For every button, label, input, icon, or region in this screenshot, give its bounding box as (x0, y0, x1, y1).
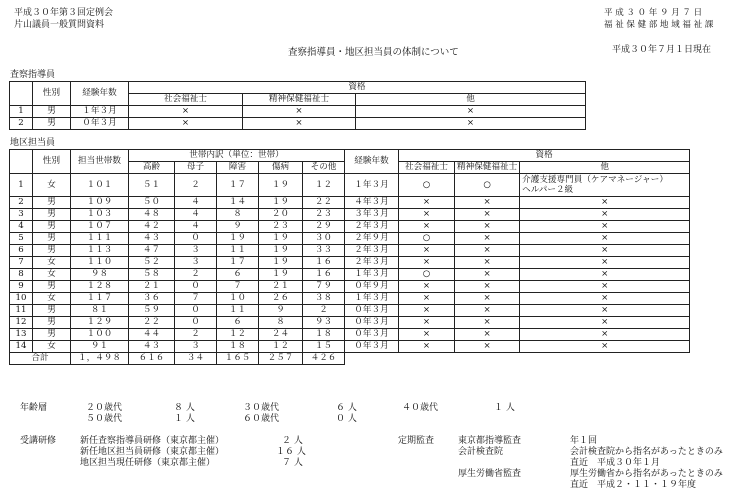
social-cell: × (399, 329, 455, 341)
col-social-worker: 社会福祉士 (129, 94, 243, 106)
disabled-cell: ９ (217, 221, 259, 233)
table-row (10, 209, 690, 221)
years-cell: １年３月 (71, 106, 129, 118)
sick-cell: ２１ (259, 281, 303, 293)
other-qual-cell: × (520, 269, 690, 281)
elderly-cell: ５２ (129, 257, 175, 269)
row-number: 2 (10, 197, 33, 209)
sex-cell: 男 (33, 233, 71, 245)
sex-cell: 男 (33, 245, 71, 257)
table-row (10, 329, 690, 341)
households-cell: １２９ (71, 317, 129, 329)
social-cell: × (399, 293, 455, 305)
table-row (10, 293, 690, 305)
years-cell: ２年３月 (345, 245, 399, 257)
sick-cell: ２３ (259, 221, 303, 233)
psych-cell: × (455, 329, 520, 341)
age-group: ６０歳代 (243, 414, 280, 424)
department-label: 福 祉 保 健 部 地 域 福 祉 課 (604, 20, 714, 30)
table-row (10, 341, 690, 353)
households-cell: １１３ (71, 245, 129, 257)
training-name: 新任地区担当員研修（東京都主催） (80, 447, 225, 457)
col-sex: 性別 (33, 150, 71, 174)
table-header-row (10, 150, 690, 162)
households-cell: １２８ (71, 281, 129, 293)
row-number: 12 (10, 317, 33, 329)
years-cell: ０年３月 (345, 341, 399, 353)
other-qual-cell: × (520, 281, 690, 293)
supervisors-table (9, 81, 586, 130)
other-qual-cell: × (520, 257, 690, 269)
row-number: 10 (10, 293, 33, 305)
years-cell: ０年３月 (345, 329, 399, 341)
households-cell: １０３ (71, 209, 129, 221)
training-label: 受講研修 (20, 436, 57, 446)
audit-detail: 直近 平成３０年１月 (570, 458, 661, 468)
sex-cell: 女 (33, 341, 71, 353)
psych-cell: × (455, 209, 520, 221)
sex-cell: 男 (33, 106, 71, 118)
elderly-cell: ４７ (129, 245, 175, 257)
audit-label: 定期監査 (398, 436, 435, 446)
other-cell: × (356, 118, 586, 130)
audit-name: 東京都指導監査 (458, 436, 522, 446)
total-label: 合計 (10, 353, 71, 365)
other-qual-line: ヘルパー２級 (522, 185, 574, 195)
psych-cell: × (455, 197, 520, 209)
table-row (10, 118, 586, 130)
other-qual-cell: × (520, 245, 690, 257)
total-sick: ２５７ (259, 353, 303, 365)
psych-cell: × (455, 257, 520, 269)
table-row (10, 305, 690, 317)
sick-cell: ８ (259, 317, 303, 329)
other-household-cell: ２ (303, 305, 345, 317)
psych-cell: × (455, 245, 520, 257)
age-count: １ 人 (494, 403, 515, 413)
sex-cell: 男 (33, 197, 71, 209)
disabled-cell: １４ (217, 197, 259, 209)
total-elderly: ６１６ (129, 353, 175, 365)
sick-cell: １２ (259, 341, 303, 353)
sex-cell: 男 (33, 209, 71, 221)
psych-cell: × (455, 221, 520, 233)
age-group: ３０歳代 (243, 403, 280, 413)
social-cell: × (399, 341, 455, 353)
other-qual-cell: × (520, 341, 690, 353)
col-breakdown: 世帯内訳（単位：世帯） (129, 150, 345, 162)
disabled-cell: ６ (217, 269, 259, 281)
elderly-cell: ３６ (129, 293, 175, 305)
as-of-date: 平成３０年７月１日現在 (612, 45, 712, 55)
years-cell: ２年３月 (345, 257, 399, 269)
sex-cell: 男 (33, 329, 71, 341)
mother-cell: ３ (175, 257, 217, 269)
age-count: ６ 人 (336, 403, 357, 413)
social-cell: × (399, 245, 455, 257)
row-number: 7 (10, 257, 33, 269)
elderly-cell: ４４ (129, 329, 175, 341)
disabled-cell: ７ (217, 281, 259, 293)
col-psych-worker: 精神保健福祉士 (243, 94, 356, 106)
col-psych-worker: 精神保健福祉士 (455, 162, 520, 174)
elderly-cell: ４８ (129, 209, 175, 221)
other-qual-cell: × (520, 221, 690, 233)
total-row (10, 353, 690, 365)
col-years: 経験年数 (71, 82, 129, 106)
age-group: ４０歳代 (402, 403, 439, 413)
training-count: １６ 人 (276, 447, 306, 457)
table-row (10, 106, 586, 118)
total-mother: ３４ (175, 353, 217, 365)
households-cell: １００ (71, 329, 129, 341)
mother-cell: ４ (175, 221, 217, 233)
col-disabled: 障害 (217, 162, 259, 174)
training-count: ２ 人 (282, 436, 303, 446)
audit-detail: 厚生労働省から指名があったときのみ (570, 469, 723, 479)
sick-cell: ２０ (259, 209, 303, 221)
years-cell: １年３月 (345, 293, 399, 305)
households-cell: １０９ (71, 197, 129, 209)
psych-cell: × (455, 281, 520, 293)
age-count: ８ 人 (174, 403, 195, 413)
total-households: １，４９８ (71, 353, 129, 365)
elderly-cell: ５１ (129, 174, 175, 197)
sick-cell: １９ (259, 233, 303, 245)
elderly-cell: ５８ (129, 269, 175, 281)
training-count: ７ 人 (282, 458, 303, 468)
disabled-cell: １２ (217, 329, 259, 341)
row-number: 8 (10, 269, 33, 281)
elderly-cell: ２２ (129, 317, 175, 329)
other-household-cell: １５ (303, 341, 345, 353)
total-disabled: １６５ (217, 353, 259, 365)
years-cell: １年３月 (345, 174, 399, 197)
households-cell: ８１ (71, 305, 129, 317)
elderly-cell: ４２ (129, 221, 175, 233)
table-header-row (10, 82, 586, 94)
mother-cell: ２ (175, 269, 217, 281)
elderly-cell: ２１ (129, 281, 175, 293)
social-cell: × (399, 197, 455, 209)
households-cell: １０７ (71, 221, 129, 233)
other-qual-cell (520, 174, 690, 197)
table-row (10, 197, 690, 209)
social-cell: × (399, 317, 455, 329)
other-household-cell: ３０ (303, 233, 345, 245)
other-household-cell: ２２ (303, 197, 345, 209)
sex-cell: 女 (33, 293, 71, 305)
other-qual-cell: × (520, 317, 690, 329)
households-cell: ９８ (71, 269, 129, 281)
other-household-cell: １２ (303, 174, 345, 197)
sex-cell: 女 (33, 269, 71, 281)
psych-cell: × (455, 317, 520, 329)
elderly-cell: ５０ (129, 197, 175, 209)
psych-cell: × (455, 341, 520, 353)
other-qual-cell: × (520, 233, 690, 245)
social-cell: ○ (399, 269, 455, 281)
sex-cell: 男 (33, 317, 71, 329)
disabled-cell: １８ (217, 341, 259, 353)
audit-name: 厚生労働省監査 (458, 469, 522, 479)
sick-cell: １９ (259, 245, 303, 257)
social-cell: ○ (399, 174, 455, 197)
col-social-worker: 社会福祉士 (399, 162, 455, 174)
years-cell: ０年３月 (345, 317, 399, 329)
elderly-cell: ４３ (129, 341, 175, 353)
social-cell: × (399, 305, 455, 317)
row-number: 1 (10, 174, 33, 197)
table-row (10, 174, 690, 197)
psych-cell: × (243, 106, 356, 118)
total-other: ４２６ (303, 353, 345, 365)
caseworkers-body (10, 174, 690, 353)
social-cell: × (399, 281, 455, 293)
years-cell: １年３月 (345, 269, 399, 281)
sex-cell: 女 (33, 174, 71, 197)
col-qualification: 資格 (399, 150, 690, 162)
col-sick: 傷病 (259, 162, 303, 174)
disabled-cell: １０ (217, 293, 259, 305)
sex-cell: 女 (33, 257, 71, 269)
table-row (10, 281, 690, 293)
col-other-qual: 他 (356, 94, 586, 106)
col-elderly: 高齢 (129, 162, 175, 174)
social-cell: × (129, 106, 243, 118)
elderly-cell: ４３ (129, 233, 175, 245)
social-cell: × (399, 257, 455, 269)
disabled-cell: ６ (217, 317, 259, 329)
row-number: 14 (10, 341, 33, 353)
other-household-cell: １８ (303, 329, 345, 341)
page-title: 査察指導員・地区担当員の体制について (288, 47, 459, 58)
mother-cell: ０ (175, 317, 217, 329)
table-row (10, 257, 690, 269)
elderly-cell: ５９ (129, 305, 175, 317)
households-cell: ９１ (71, 341, 129, 353)
col-years: 経験年数 (345, 150, 399, 174)
other-cell: × (356, 106, 586, 118)
mother-cell: ４ (175, 209, 217, 221)
social-cell: × (399, 221, 455, 233)
material-label: 片山議員一般質問資料 (14, 20, 105, 30)
sick-cell: １９ (259, 269, 303, 281)
mother-cell: ４ (175, 197, 217, 209)
households-cell: １１７ (71, 293, 129, 305)
sick-cell: ９ (259, 305, 303, 317)
years-cell: ４年３月 (345, 197, 399, 209)
age-count: ０ 人 (336, 414, 357, 424)
mother-cell: ３ (175, 245, 217, 257)
col-households: 担当世帯数 (71, 150, 129, 174)
other-qual-cell: × (520, 197, 690, 209)
audit-detail: 年１回 (570, 436, 598, 446)
table-row (10, 269, 690, 281)
sick-cell: １９ (259, 197, 303, 209)
other-qual-line: 介護支援専門員（ケアマネージャー） (522, 175, 668, 185)
sick-cell: ２４ (259, 329, 303, 341)
years-cell: ０年３月 (345, 305, 399, 317)
row-number: 4 (10, 221, 33, 233)
disabled-cell: ８ (217, 209, 259, 221)
training-name: 新任査察指導員研修（東京都主催） (80, 436, 225, 446)
row-number: 13 (10, 329, 33, 341)
mother-cell: ０ (175, 233, 217, 245)
years-cell: ３年３月 (345, 209, 399, 221)
years-cell: ０年３月 (71, 118, 129, 130)
audit-detail: 直近 平成２・１１・１９年度 (570, 480, 697, 490)
caseworkers-table (9, 149, 690, 365)
mother-cell: ０ (175, 281, 217, 293)
other-qual-cell: × (520, 293, 690, 305)
other-household-cell: １６ (303, 269, 345, 281)
col-other-qual: 他 (520, 162, 690, 174)
table-row (10, 317, 690, 329)
disabled-cell: １１ (217, 245, 259, 257)
other-household-cell: ７９ (303, 281, 345, 293)
disabled-cell: １７ (217, 174, 259, 197)
table-row (10, 233, 690, 245)
psych-cell: × (455, 293, 520, 305)
psych-cell: × (455, 269, 520, 281)
social-cell: ○ (399, 233, 455, 245)
social-cell: × (399, 209, 455, 221)
mother-cell: ７ (175, 293, 217, 305)
disabled-cell: １１ (217, 305, 259, 317)
row-number: 2 (10, 118, 33, 130)
row-number: 9 (10, 281, 33, 293)
psych-cell: × (243, 118, 356, 130)
mother-cell: ２ (175, 329, 217, 341)
mother-cell: ０ (175, 305, 217, 317)
training-name: 地区担当現任研修（東京都主催） (80, 458, 216, 468)
meeting-label: 平成３０年第３回定例会 (14, 8, 114, 18)
row-number: 11 (10, 305, 33, 317)
table-row (10, 221, 690, 233)
age-count: １ 人 (174, 414, 195, 424)
psych-cell: × (455, 305, 520, 317)
sex-cell: 男 (33, 305, 71, 317)
col-single-mother: 母子 (175, 162, 217, 174)
years-cell: ２年３月 (345, 221, 399, 233)
households-cell: １０１ (71, 174, 129, 197)
other-qual-cell: × (520, 329, 690, 341)
sick-cell: １９ (259, 257, 303, 269)
other-household-cell: ３３ (303, 245, 345, 257)
mother-cell: ２ (175, 174, 217, 197)
sex-cell: 男 (33, 118, 71, 130)
other-household-cell: ３８ (303, 293, 345, 305)
other-household-cell: ９３ (303, 317, 345, 329)
age-label: 年齢層 (20, 403, 48, 413)
caseworkers-section-label: 地区担当員 (10, 138, 56, 148)
audit-detail: 会計検査院から指名があったときのみ (570, 447, 723, 457)
age-group: ５０歳代 (86, 414, 123, 424)
households-cell: １１１ (71, 233, 129, 245)
row-number: 5 (10, 233, 33, 245)
audit-name: 会計検査院 (458, 447, 504, 457)
table-row (10, 245, 690, 257)
col-qualification: 資格 (129, 82, 586, 94)
years-cell: ２年９月 (345, 233, 399, 245)
date-label: 平 成 ３ ０ 年 ９ 月 ７ 日 (604, 8, 703, 18)
supervisors-section-label: 査察指導員 (10, 70, 56, 80)
col-sex: 性別 (33, 82, 71, 106)
sex-cell: 男 (33, 281, 71, 293)
disabled-cell: １９ (217, 233, 259, 245)
other-household-cell: ２３ (303, 209, 345, 221)
sex-cell: 男 (33, 221, 71, 233)
other-qual-cell: × (520, 305, 690, 317)
row-number: 1 (10, 106, 33, 118)
social-cell: × (129, 118, 243, 130)
other-household-cell: ２９ (303, 221, 345, 233)
row-number: 6 (10, 245, 33, 257)
other-household-cell: １６ (303, 257, 345, 269)
other-qual-cell: × (520, 209, 690, 221)
age-group: ２０歳代 (86, 403, 123, 413)
psych-cell: × (455, 233, 520, 245)
disabled-cell: １７ (217, 257, 259, 269)
years-cell: ０年９月 (345, 281, 399, 293)
col-other-household: その他 (303, 162, 345, 174)
psych-cell: ○ (455, 174, 520, 197)
sick-cell: １９ (259, 174, 303, 197)
mother-cell: ３ (175, 341, 217, 353)
households-cell: １１０ (71, 257, 129, 269)
sick-cell: ２６ (259, 293, 303, 305)
row-number: 3 (10, 209, 33, 221)
